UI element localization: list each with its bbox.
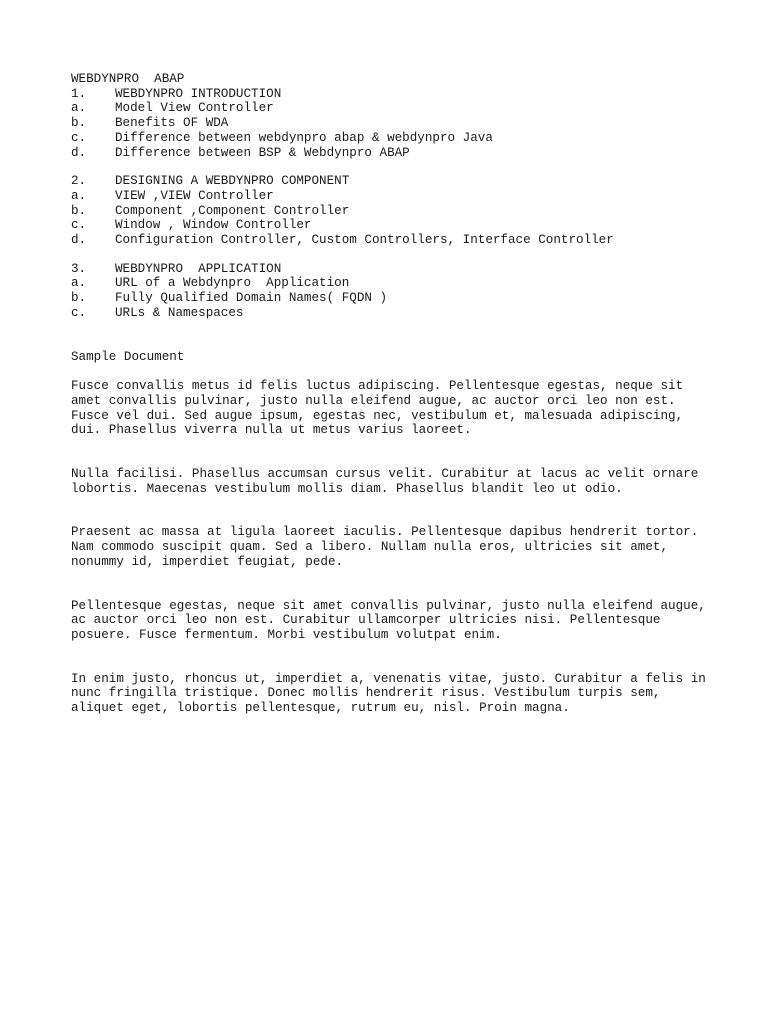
- list-marker: a.: [71, 188, 87, 203]
- section-heading: [71, 174, 731, 189]
- section-1: [71, 87, 731, 161]
- list-marker: d.: [71, 145, 87, 160]
- list-item-text: Difference between BSP & Webdynpro ABAP: [115, 145, 410, 160]
- list-item: [71, 101, 731, 116]
- section-3: [71, 262, 731, 321]
- section-heading: [71, 262, 731, 277]
- list-marker: c.: [71, 130, 87, 145]
- section-heading: [71, 87, 731, 102]
- list-marker: d.: [71, 233, 87, 248]
- section-number: 1.: [71, 86, 87, 101]
- section-number: 3.: [71, 261, 87, 276]
- list-item-text: Component ,Component Controller: [115, 203, 350, 218]
- list-item: [71, 291, 731, 306]
- list-item-text: Configuration Controller, Custom Controllers, Interface Controller: [115, 233, 614, 248]
- spacer: [71, 570, 731, 599]
- list-marker: a.: [71, 276, 87, 291]
- list-item: [71, 204, 731, 219]
- list-item: [71, 218, 731, 233]
- list-item-text: Window , Window Controller: [115, 218, 312, 233]
- spacer: [71, 438, 731, 467]
- list-item-text: Model View Controller: [115, 101, 274, 116]
- list-item-text: URL of a Webdynpro Application: [115, 276, 350, 291]
- section-number: 2.: [71, 174, 87, 189]
- paragraph: Nulla facilisi. Phasellus accumsan cursus velit. Curabitur at lacus ac velit ornare lobortis. Maecenas vestibulum mollis diam. Phasellus blandit leo ut odio.: [71, 467, 699, 496]
- paragraph: In enim justo, rhoncus ut, imperdiet a, venenatis vitae, justo. Curabitur a felis in nunc fringilla tristique. Donec mollis hendrerit risus. Vestibulum turpis sem, aliquet eget, lobortis pellentesque, rutrum eu, nisl. Proin magna.: [71, 671, 706, 716]
- list-marker: b.: [71, 203, 87, 218]
- list-marker: a.: [71, 101, 87, 116]
- list-marker: c.: [71, 305, 87, 320]
- paragraph: Praesent ac massa at ligula laoreet iaculis. Pellentesque dapibus hendrerit tortor. Nam commodo suscipit quam. Sed a libero. Nullam nulla eros, ultricies sit amet, nonummy id, imperdiet feugiat, pede.: [71, 525, 699, 569]
- list-marker: c.: [71, 218, 87, 233]
- list-item-text: Benefits OF WDA: [115, 116, 229, 131]
- list-item: [71, 189, 731, 204]
- list-item-text: Fully Qualified Domain Names( FQDN ): [115, 291, 388, 306]
- list-item-text: VIEW ,VIEW Controller: [115, 188, 274, 203]
- list-item: [71, 276, 731, 291]
- spacer: [71, 321, 731, 350]
- section-2: [71, 174, 731, 248]
- spacer: [71, 248, 731, 262]
- sample-heading: Sample Document: [71, 349, 185, 364]
- spacer: [71, 160, 731, 174]
- list-item-text: URLs & Namespaces: [115, 305, 244, 320]
- list-item: [71, 306, 731, 321]
- document-title: WEBDYNPRO ABAP: [71, 72, 185, 86]
- list-item: [71, 131, 731, 146]
- list-item-text: Difference between webdynpro abap & webdynpro Java: [115, 130, 493, 145]
- list-item: [71, 116, 731, 131]
- section-heading-text: WEBDYNPRO INTRODUCTION: [115, 86, 282, 101]
- document-page: [71, 72, 731, 716]
- list-marker: b.: [71, 291, 87, 306]
- paragraph: Fusce convallis metus id felis luctus adipiscing. Pellentesque egestas, neque sit amet convallis pulvinar, justo nulla eleifend augue, ac auctor orci leo non est. Fusce vel dui. Sed augue ipsum, egestas nec, vestibulum et, malesuada adipiscing, dui. Phasellus viverra nulla ut metus varius laoreet.: [71, 379, 684, 438]
- spacer: [71, 643, 731, 672]
- spacer: [71, 364, 731, 379]
- section-heading-text: DESIGNING A WEBDYNPRO COMPONENT: [115, 174, 350, 189]
- list-marker: b.: [71, 116, 87, 131]
- list-item: [71, 146, 731, 161]
- list-item: [71, 233, 731, 248]
- spacer: [71, 496, 731, 525]
- paragraph: Pellentesque egestas, neque sit amet convallis pulvinar, justo nulla eleifend augue, ac auctor orci leo non est. Curabitur ullamcorper ultricies nisi. Pellentesque posuere. Fusce fermentum. Morbi vestibulum volutpat enim.: [71, 598, 706, 642]
- section-heading-text: WEBDYNPRO APPLICATION: [115, 261, 282, 276]
